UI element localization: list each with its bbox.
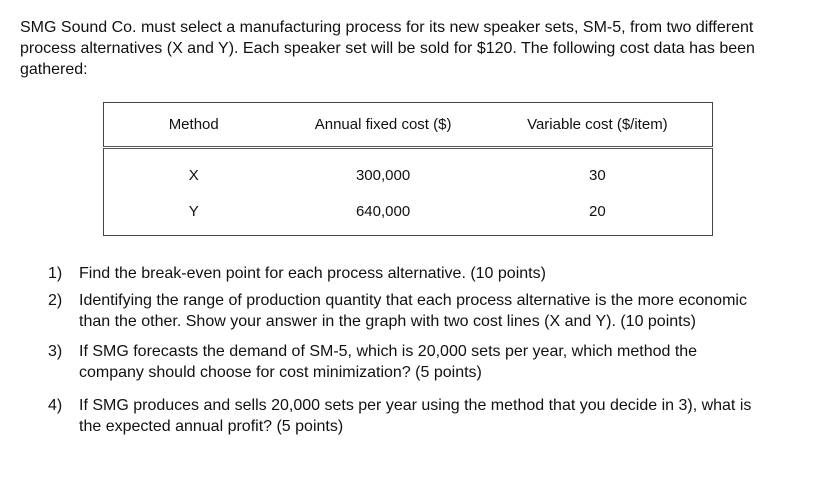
cell-fixed-cost: 300,000 bbox=[355, 166, 411, 184]
table-header-row bbox=[104, 103, 713, 148]
table-row bbox=[104, 148, 713, 194]
header-fixed-cost: Annual fixed cost ($) bbox=[283, 103, 482, 148]
question-text: the expected annual profit? (5 points) bbox=[79, 418, 344, 435]
question-number: 2) bbox=[48, 292, 63, 309]
question-item bbox=[48, 341, 808, 383]
intro-line: SMG Sound Co. must select a manufacturing process for its new speaker sets, SM-5, from two different bbox=[20, 19, 754, 36]
question-item bbox=[48, 395, 808, 437]
question-text: than the other. Show your answer in the graph with two cost lines (X and Y). (10 points) bbox=[79, 313, 696, 330]
intro-line: process alternatives (X and Y). Each speaker set will be sold for $120. The following cost data has been bbox=[20, 40, 755, 57]
table-row bbox=[104, 193, 713, 236]
header-method: Method bbox=[104, 103, 284, 148]
question-number: 1) bbox=[48, 265, 63, 282]
cost-data-table bbox=[103, 102, 713, 236]
problem-intro bbox=[20, 17, 800, 80]
question-text: If SMG produces and sells 20,000 sets per year using the method that you decide in 3), what is bbox=[79, 397, 752, 414]
question-text: Identifying the range of production quantity that each process alternative is the more economic bbox=[79, 292, 747, 309]
header-variable-cost: Variable cost ($/item) bbox=[483, 103, 713, 148]
question-number: 4) bbox=[48, 397, 63, 414]
question-text: company should choose for cost minimization? (5 points) bbox=[79, 364, 482, 381]
question-text: Find the break-even point for each process alternative. (10 points) bbox=[79, 265, 546, 282]
question-number: 3) bbox=[48, 343, 63, 360]
cell-method: X bbox=[188, 166, 199, 184]
cell-fixed-cost: 640,000 bbox=[355, 202, 411, 220]
question-list bbox=[48, 263, 808, 443]
question-text: If SMG forecasts the demand of SM-5, which is 20,000 sets per year, which method the bbox=[79, 343, 698, 360]
question-item bbox=[48, 263, 808, 284]
question-item bbox=[48, 290, 808, 332]
cell-variable-cost: 20 bbox=[589, 202, 606, 220]
intro-line: gathered: bbox=[20, 61, 88, 78]
cell-method: Y bbox=[188, 202, 199, 220]
cell-variable-cost: 30 bbox=[589, 166, 606, 184]
